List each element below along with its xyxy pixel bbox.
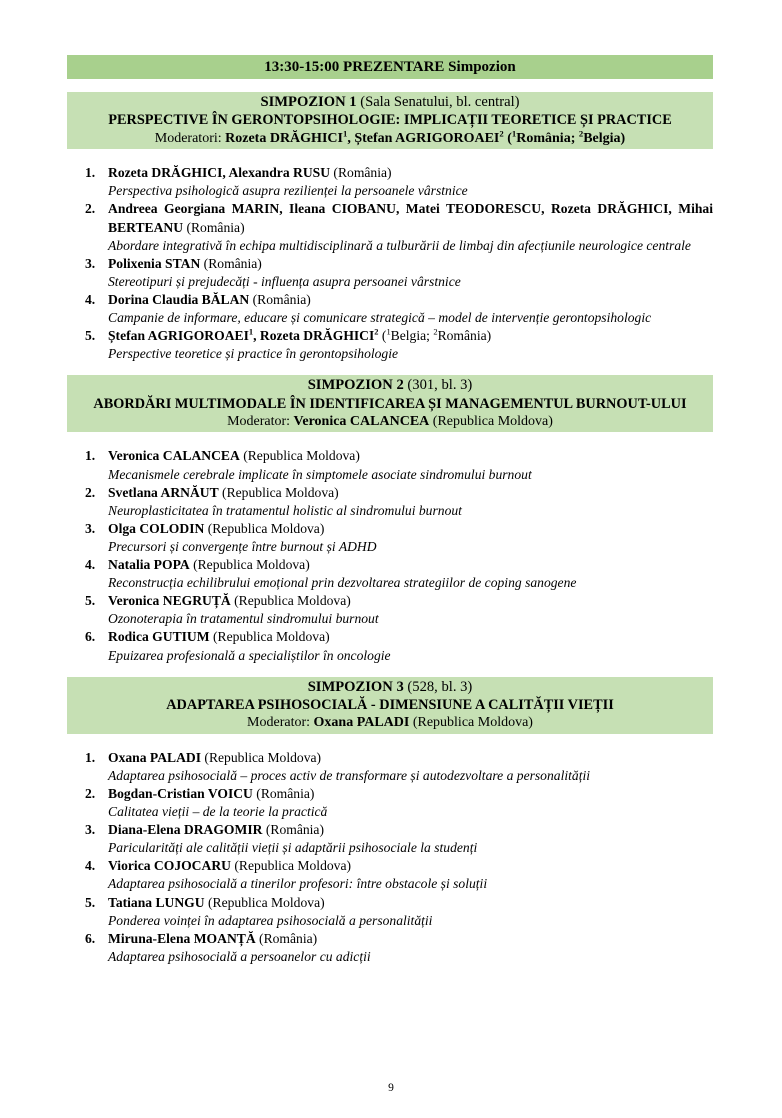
item-number: 2. [85,201,96,217]
text-segment: (Republica Moldova) [204,894,325,910]
presentation-item [67,785,713,821]
presentation-item [67,200,713,254]
text-segment: PERSPECTIVE ÎN GERONTOPSIHOLOGIE: IMPLICAȚII TEORETICE ȘI PRACTICE [108,112,672,129]
text-segment: Ponderea voinței în adaptarea psihosocială a personalității [108,912,433,928]
text-segment: Polixenia STAN [108,255,201,271]
simpozion-1-section [67,92,713,363]
item-number: 5. [85,593,96,609]
text-segment: Belgia; [390,328,434,344]
item-title-line [67,466,713,484]
item-number: 4. [85,557,96,573]
text-segment: 2 [433,326,438,337]
item-authors-line [67,930,713,948]
item-title-line [67,309,713,327]
text-segment: Calitatea vieții – de la teorie la practică [108,804,328,820]
text-segment: Adaptarea psihosocială a persoanelor cu adicții [108,948,371,964]
text-segment: 2 [578,128,584,139]
text-segment: Viorica COJOCARU [108,858,231,874]
text-segment: Rozeta DRĂGHICI, Alexandra RUSU [108,165,331,181]
presentation-item [67,857,713,893]
sections-container [67,92,713,966]
presentation-item [67,327,713,363]
text-segment: (Republica Moldova) [239,448,360,464]
text-segment: Neuroplasticitatea în tratamentul holistic al sindromului burnout [108,502,462,518]
text-segment: Paricularități ale calității vieții și adaptării psihosociale la studenți [108,840,478,856]
text-segment: SIMPOZION 2 [307,377,404,394]
item-authors-line [67,894,713,912]
text-segment: Abordare integrativă în echipa multidisciplinară a tulburării de limbaj din afecțiunile neurologice centrale [108,237,691,253]
presentation-item [67,894,713,930]
section-moderators-line [75,130,705,148]
text-segment: Moderator: [247,715,314,731]
item-title-line [67,538,713,556]
item-authors-line [67,821,713,839]
text-segment: Oxana PALADI [313,715,410,731]
text-segment: Ștefan AGRIGOROAEI [108,328,249,344]
text-segment: Mecanismele cerebrale implicate în simptomele asociate sindromului burnout [108,466,532,482]
presentation-item [67,447,713,483]
text-segment: Precursori și convergențe între burnout și ADHD [108,538,377,554]
presentation-item [67,556,713,592]
simpozion-2-presentations-list [67,447,713,664]
item-authors-line [67,255,713,273]
presentation-item [67,255,713,291]
section-subtitle-line [75,696,705,714]
text-segment: Veronica CALANCEA [108,448,240,464]
item-authors-line [67,556,713,574]
text-segment: , Ștefan AGRIGOROAEI [347,130,500,146]
section-title-line [75,93,705,111]
item-authors-line [67,592,713,610]
simpozion-1-header-bar [67,92,713,149]
text-segment: Rozeta DRĂGHICI [225,130,343,146]
item-title-line [67,610,713,628]
text-segment: Ozonoterapia în tratamentul sindromului burnout [108,611,379,627]
text-segment: Perspectiva psihologică asupra rezilienței la persoanele vârstnice [108,183,468,199]
text-segment: Oxana PALADI [108,749,202,765]
item-number: 2. [85,786,96,801]
presentation-item [67,484,713,520]
item-authors-line [67,200,713,236]
text-segment: (România) [249,291,311,307]
text-segment: Diana-Elena DRAGOMIR [108,822,263,838]
text-segment: (301, bl. 3) [403,377,473,394]
section-title-line [75,376,705,394]
text-segment: (Republica Moldova) [230,593,351,609]
item-title-line [67,237,713,255]
presentation-item [67,821,713,857]
document-content [67,55,713,978]
item-number: 3. [85,520,96,536]
session-time-header-bar [67,55,713,79]
presentation-item [67,628,713,664]
text-segment: (România) [183,219,245,235]
text-segment: (România) [262,822,324,838]
text-segment: (România) [255,930,318,946]
text-segment: (Sala Senatului, bl. central) [356,94,520,110]
text-segment: Stereotipuri și prejudecăți - influența asupra persoanei vârstnice [108,273,461,289]
item-title-line [67,803,713,821]
text-segment: ( [503,130,512,146]
item-number: 4. [85,858,96,874]
section-title-line [75,678,705,696]
item-authors-line [67,628,713,646]
text-segment: Epuizarea profesională a specialiștilor în oncologie [108,647,391,663]
text-segment: Bogdan-Cristian VOICU [108,786,253,801]
text-segment: Adaptarea psihosocială – proces activ de transformare și autodezvoltare a personalității [108,767,591,783]
text-segment: 1 [386,326,391,337]
presentation-item [67,592,713,628]
item-authors-line [67,520,713,538]
text-segment: Moderator: [227,414,294,430]
text-segment: (România) [200,255,262,271]
text-segment: Svetlana ARNĂUT [108,484,219,500]
section-subtitle-line [75,395,705,413]
text-segment: Campanie de informare, educare și comunicare strategică – model de intervenție gerontopsihologic [108,309,652,325]
item-title-line [67,574,713,592]
text-segment: 1 [248,326,254,337]
text-segment: (Republica Moldova) [218,484,339,500]
text-segment: (Republica Moldova) [429,414,553,430]
simpozion-2-header-bar [67,375,713,432]
page-number: 9 [388,1082,394,1094]
text-segment: România; [516,130,579,146]
text-segment: (Republica Moldova) [409,715,533,731]
simpozion-3-section [67,677,713,966]
simpozion-1-presentations-list [67,164,713,363]
text-segment: ( [378,328,387,344]
item-authors-line [67,857,713,875]
item-number: 2. [85,484,96,500]
text-segment: 1 [342,128,348,139]
text-segment: (Republica Moldova) [209,629,330,645]
item-authors-line [67,484,713,502]
section-moderators-line [75,413,705,431]
text-segment: Moderatori: [154,130,226,146]
text-segment: 2 [499,128,504,139]
presentation-item [67,291,713,327]
session-time-label: 13:30-15:00 PREZENTARE Simpozion [264,59,516,75]
item-title-line [67,273,713,291]
item-number: 5. [85,328,96,344]
item-authors-line [67,291,713,309]
text-segment: (528, bl. 3) [403,678,473,695]
text-segment: (Republica Moldova) [230,858,352,874]
section-moderators-line [75,714,705,732]
section-subtitle-line [75,111,705,129]
text-segment: (Republica Moldova) [204,520,325,536]
text-segment: Adaptarea psihosocială a tinerilor profesori: între obstacole și soluții [108,876,488,892]
item-title-line [67,647,713,665]
item-title-line [67,875,713,893]
simpozion-3-presentations-list [67,749,713,966]
text-segment: ADAPTAREA PSIHOSOCIALĂ - DIMENSIUNE A CALITĂȚII VIEȚII [166,697,614,713]
presentation-item [67,520,713,556]
item-number: 3. [85,255,96,271]
text-segment: SIMPOZION 3 [307,678,404,695]
text-segment: România) [437,328,492,344]
presentation-item [67,749,713,785]
presentation-item [67,930,713,966]
item-authors-line [67,749,713,767]
item-authors-line [67,327,713,345]
text-segment: Veronica NEGRUȚĂ [108,593,231,609]
text-segment: Perspective teoretice și practice în gerontopsihologie [108,346,399,362]
simpozion-3-header-bar [67,677,713,734]
text-segment: Rodica GUTIUM [108,629,210,645]
item-number: 6. [85,629,96,645]
item-number: 5. [85,894,96,910]
item-title-line [67,839,713,857]
text-segment: 2 [374,326,379,337]
text-segment: SIMPOZION 1 [260,94,357,110]
item-title-line [67,948,713,966]
item-number: 1. [85,749,96,765]
text-segment: Olga COLODIN [108,520,205,536]
presentation-item [67,164,713,200]
item-number: 3. [85,822,96,838]
item-title-line [67,767,713,785]
item-number: 1. [85,165,96,181]
item-title-line [67,345,713,363]
text-segment: , Rozeta DRĂGHICI [253,328,375,344]
text-segment: Belgia) [583,130,626,146]
text-segment: ABORDĂRI MULTIMODALE ÎN IDENTIFICAREA ȘI MANAGEMENTUL BURNOUT-ULUI [93,395,687,412]
text-segment: Veronica CALANCEA [293,414,430,430]
text-segment: Tatiana LUNGU [108,894,205,910]
text-segment: Miruna-Elena MOANȚĂ [108,930,256,946]
text-segment: Reconstrucția echilibrului emoțional prin dezvoltarea strategiilor de coping sanogene [108,575,577,591]
simpozion-2-section [67,375,713,664]
text-segment: (Republica Moldova) [189,557,310,573]
item-title-line [67,182,713,200]
item-title-line [67,912,713,930]
text-segment: (România) [252,786,315,801]
item-number: 6. [85,930,96,946]
item-number: 1. [85,448,96,464]
text-segment: Natalia POPA [108,557,190,573]
item-number: 4. [85,291,96,307]
text-segment: Andreea Georgiana MARIN, Ileana CIOBANU, Matei TEODORESCU, Rozeta DRĂGHICI, Mihai BERTEANU [108,201,713,235]
text-segment: 1 [511,128,517,139]
text-segment: (Republica Moldova) [201,749,322,765]
item-authors-line [67,785,713,803]
item-authors-line [67,164,713,182]
text-segment: Dorina Claudia BĂLAN [108,291,250,307]
item-authors-line [67,447,713,465]
item-title-line [67,502,713,520]
text-segment: (România) [330,165,392,181]
